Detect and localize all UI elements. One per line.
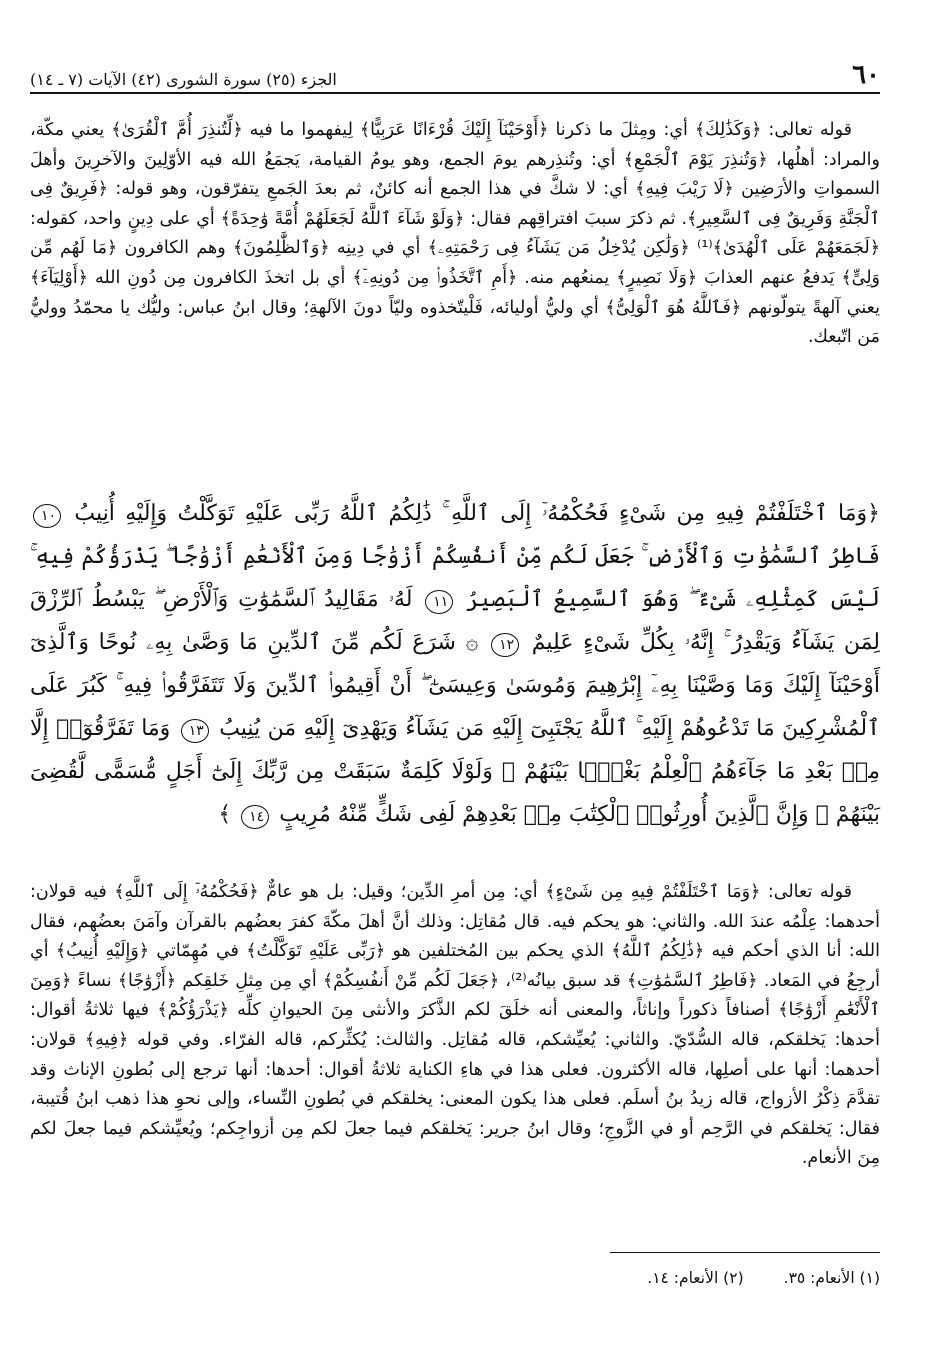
ayah-number-marker: ١٢ [491, 633, 519, 657]
running-head: الجزء (٢٥) سورة الشورى (٤٢) الآيات (٧ ـ ١٤) [30, 70, 337, 89]
ayah-text: لَهُۥ مَقَالِيدُ ٱلسَّمَٰوَٰتِ وَٱلْأَرْضِ ۖ يَبْسُطُ ٱلرِّزْقَ لِمَن يَشَآءُ وَيَقْدِرُ ۚ إِنَّهُۥ بِكُلِّ شَىْءٍ عَلِيمٌ [30, 587, 880, 655]
ayah-text: فَاطِرُ ٱلسَّمَٰوَٰتِ وَٱلْأَرْضِ ۚ جَعَلَ لَكُم مِّنْ أَنفُسِكُمْ أَزْوَٰجًا وَمِنَ ٱلْأَنْعَٰمِ أَزْوَٰجًا ۖ يَذْرَؤُكُمْ فِيهِ ۚ لَيْسَ كَمِثْلِهِۦ شَىْءٌ ۖ وَهُوَ ٱلسَّمِيعُ ٱلْبَصِيرُ [30, 544, 881, 612]
commentary-paragraph: قوله تعالى: ﴿وَمَا ٱخْتَلَفْتُمْ فِيهِ مِن شَىْءٍ﴾ أي: مِن أمرِ الدِّين؛ وقيل: بل هو عامٌّ ﴿فَحُكْمُهُۥٓ إِلَى ٱللَّهِ﴾ فيه قولان: أحدهما: عِلْمُه عندَ الله. والثاني: هو يحكم فيه. قال مُقاتِل: وذلك أنَّ أهلَ مكّةَ كفرَ بعضُهم بالقرآن وآمَنَ بعضُهم، فقال الله: أنا الذي أحكم فيه ﴿ذَٰلِكُمُ ٱللَّهُ﴾ الذي يحكم بين المُختلفين هو ﴿رَبِّى عَلَيْهِ تَوَكَّلْتُ﴾ في مُهِمّاتي ﴿وَإِلَيْهِ أُنِيبُ﴾ أي أرجِعُ في المَعاد. ﴿فَاطِرُ ٱلسَّمَٰوَٰتِ﴾ قد سبق بيانُه⁽²⁾، ﴿جَعَلَ لَكُم مِّنْ أَنفُسِكُمْ﴾ أي مِن مِثلِ خَلقِكم ﴿أَزْوَٰجًا﴾ نساءً ﴿وَمِنَ ٱلْأَنْعَٰمِ أَزْوَٰجًا﴾ أصنافاً ذكوراً وإناثاً، والمعنى أنه خلَقَ لكم الذَّكرَ والأنثى مِنَ الحيوانِ كلِّه ﴿يَذْرَؤُكُمْ﴾ فيها ثلاثةُ أقوال: أحدها: يَخلقكم، قاله السُّدّيّ. والثاني: يُعيِّشكم، قاله مُقاتِل. والثالث: يُكثِّركم، قاله الفرّاء. وفي قوله ﴿فِيهِ﴾ قولان: أحدهما: أنها على أصلِها، قاله الأكثرون. فعلى هذا في هاءِ الكناية ثلاثةُ أقوال: أحدها: أنها ترجع إلى بُطونِ الإناث وقد تقدَّمَ ذِكْرُ الأزواج، قاله زيدُ بنُ أسلَم. فعلى هذا يكون المعنى: يخلقكم في بُطونِ النِّساء، وإلى نحوِ هذا ذهب ابنُ قُتيبة، فقال: يَخلقكم في الرَّحِم أو في الزَّوجِ؛ وقال ابنُ جرير: يَخلقكم فيما جعلَ لكم مِن أزواجِكم؛ ويُعيِّشكم فيما جعلَ لكم مِنَ الأنعام. [30, 882, 880, 1169]
ayah-number-marker: ١٠ [33, 504, 61, 528]
commentary-paragraph: قوله تعالى: ﴿وَكَذَٰلِكَ﴾ أي: ومِثلَ ما ذكرنا ﴿أَوْحَيْنَآ إِلَيْكَ قُرْءَانًا عَرَبِيًّا﴾ لِيفهموا ما فيه ﴿لِّتُنذِرَ أُمَّ ٱلْقُرَىٰ﴾ يعني مكّة، والمراد: أهلُها، ﴿وَتُنذِرَ يَوْمَ ٱلْجَمْعِ﴾ أي: وتُنذِرهم يومَ الجمع، وهو يومُ القيامة، يَجمَعُ الله فيه الأوّلِينَ والآخرِينَ وأهلَ السمواتِ والأرَضِين ﴿لَا رَيْبَ فِيهِ﴾ أي: لا شكَّ في هذا الجمع أنه كائنٌ، ثم بعدَ الجَمعِ يتفرّقون، وهو قوله: ﴿فَرِيقٌ فِى ٱلْجَنَّةِ وَفَرِيقٌ فِى ٱلسَّعِيرِ﴾. ثم ذكرَ سببَ افتراقِهم فقال: ﴿وَلَوْ شَآءَ ٱللَّهُ لَجَعَلَهُمْ أُمَّةً وَٰحِدَةً﴾ أي على دِينٍ واحد، كقوله: ﴿لَجَمَعَهُمْ عَلَى ٱلْهُدَىٰ﴾⁽¹⁾ ﴿وَلَٰكِن يُدْخِلُ مَن يَشَآءُ فِى رَحْمَتِهِۦ﴾ أي في دِينِه ﴿وَٱلظَّٰلِمُونَ﴾ وهم الكافرون ﴿مَا لَهُم مِّن وَلِىٍّ﴾ يَدفعُ عنهم العذابَ ﴿وَلَا نَصِيرٍ﴾ يمنعُهم منه. ﴿أَمِ ٱتَّخَذُوا۟ مِن دُونِهِۦٓ﴾ أي بل اتخذَ الكافرون مِن دُونِ الله ﴿أَوْلِيَآءَ﴾ يعني آلهةً يتولّونهم ﴿فَٱللَّهُ هُوَ ٱلْوَلِىُّ﴾ أي وليُّ أوليائه، فَلْيتّخذوه وليّاً دونَ الآلهةِ؛ وقال ابنُ عباس: وليُّك يا محمّدُ ووليُّ مَن اتّبعك. [30, 120, 880, 348]
ayah-number-marker: ١٤ [241, 805, 269, 829]
commentary-bottom [30, 878, 880, 1248]
closing-bracket: ﴾ [218, 802, 232, 827]
ayah-text: ۞ شَرَعَ لَكُم مِّنَ ٱلدِّينِ مَا وَصَّىٰ بِهِۦ نُوحًا وَٱلَّذِىٓ أَوْحَيْنَآ إِلَيْكَ وَمَا وَصَّيْنَا بِهِۦٓ إِبْرَٰهِيمَ وَمُوسَىٰ وَعِيسَىٰٓ ۖ أَنْ أَقِيمُوا۟ ٱلدِّينَ وَلَا تَتَفَرَّقُوا۟ فِيهِ ۚ كَبُرَ عَلَى ٱلْمُشْرِكِينَ مَا تَدْعُوهُمْ إِلَيْهِ ۚ ٱللَّهُ يَجْتَبِىٓ إِلَيْهِ مَن يَشَآءُ وَيَهْدِىٓ إِلَيْهِ مَن يُنِيبُ [30, 630, 880, 741]
page-number: ٦٠ [852, 60, 880, 90]
ayah-number-marker: ١١ [425, 590, 453, 614]
page-header [30, 54, 880, 94]
footnote-2: (٢) الأنعام: ١٤. [647, 1269, 744, 1287]
ayah-number-marker: ١٣ [181, 719, 209, 743]
footnotes [30, 1266, 880, 1290]
book-page [30, 40, 880, 1340]
quran-verses [30, 492, 880, 836]
ayah-text: ﴿وَمَا ٱخْتَلَفْتُمْ فِيهِ مِن شَىْءٍ فَحُكْمُهُۥٓ إِلَى ٱللَّهِ ۚ ذَٰلِكُمُ ٱللَّهُ رَبِّى عَلَيْهِ تَوَكَّلْتُ وَإِلَيْهِ أُنِيبُ [74, 501, 880, 526]
commentary-top [30, 116, 880, 416]
footnote-1: (١) الأنعام: ٣٥. [783, 1269, 880, 1287]
footnote-divider [610, 1252, 880, 1253]
ayah-text: وَمَا تَفَرَّقُوٓا۟ إِلَّا مِنۢ بَعْدِ مَا جَآءَهُمُ ٱلْعِلْمُ بَغْيًۢا بَيْنَهُمْ ۚ وَلَوْلَا كَلِمَةٌ سَبَقَتْ مِن رَّبِّكَ إِلَىٰٓ أَجَلٍ مُّسَمًّى لَّقُضِىَ بَيْنَهُمْ ۚ وَإِنَّ ٱلَّذِينَ أُورِثُوا۟ ٱلْكِتَٰبَ مِنۢ بَعْدِهِمْ لَفِى شَكٍّ مِّنْهُ مُرِيبٍ [30, 716, 880, 827]
quran-block [30, 492, 880, 872]
